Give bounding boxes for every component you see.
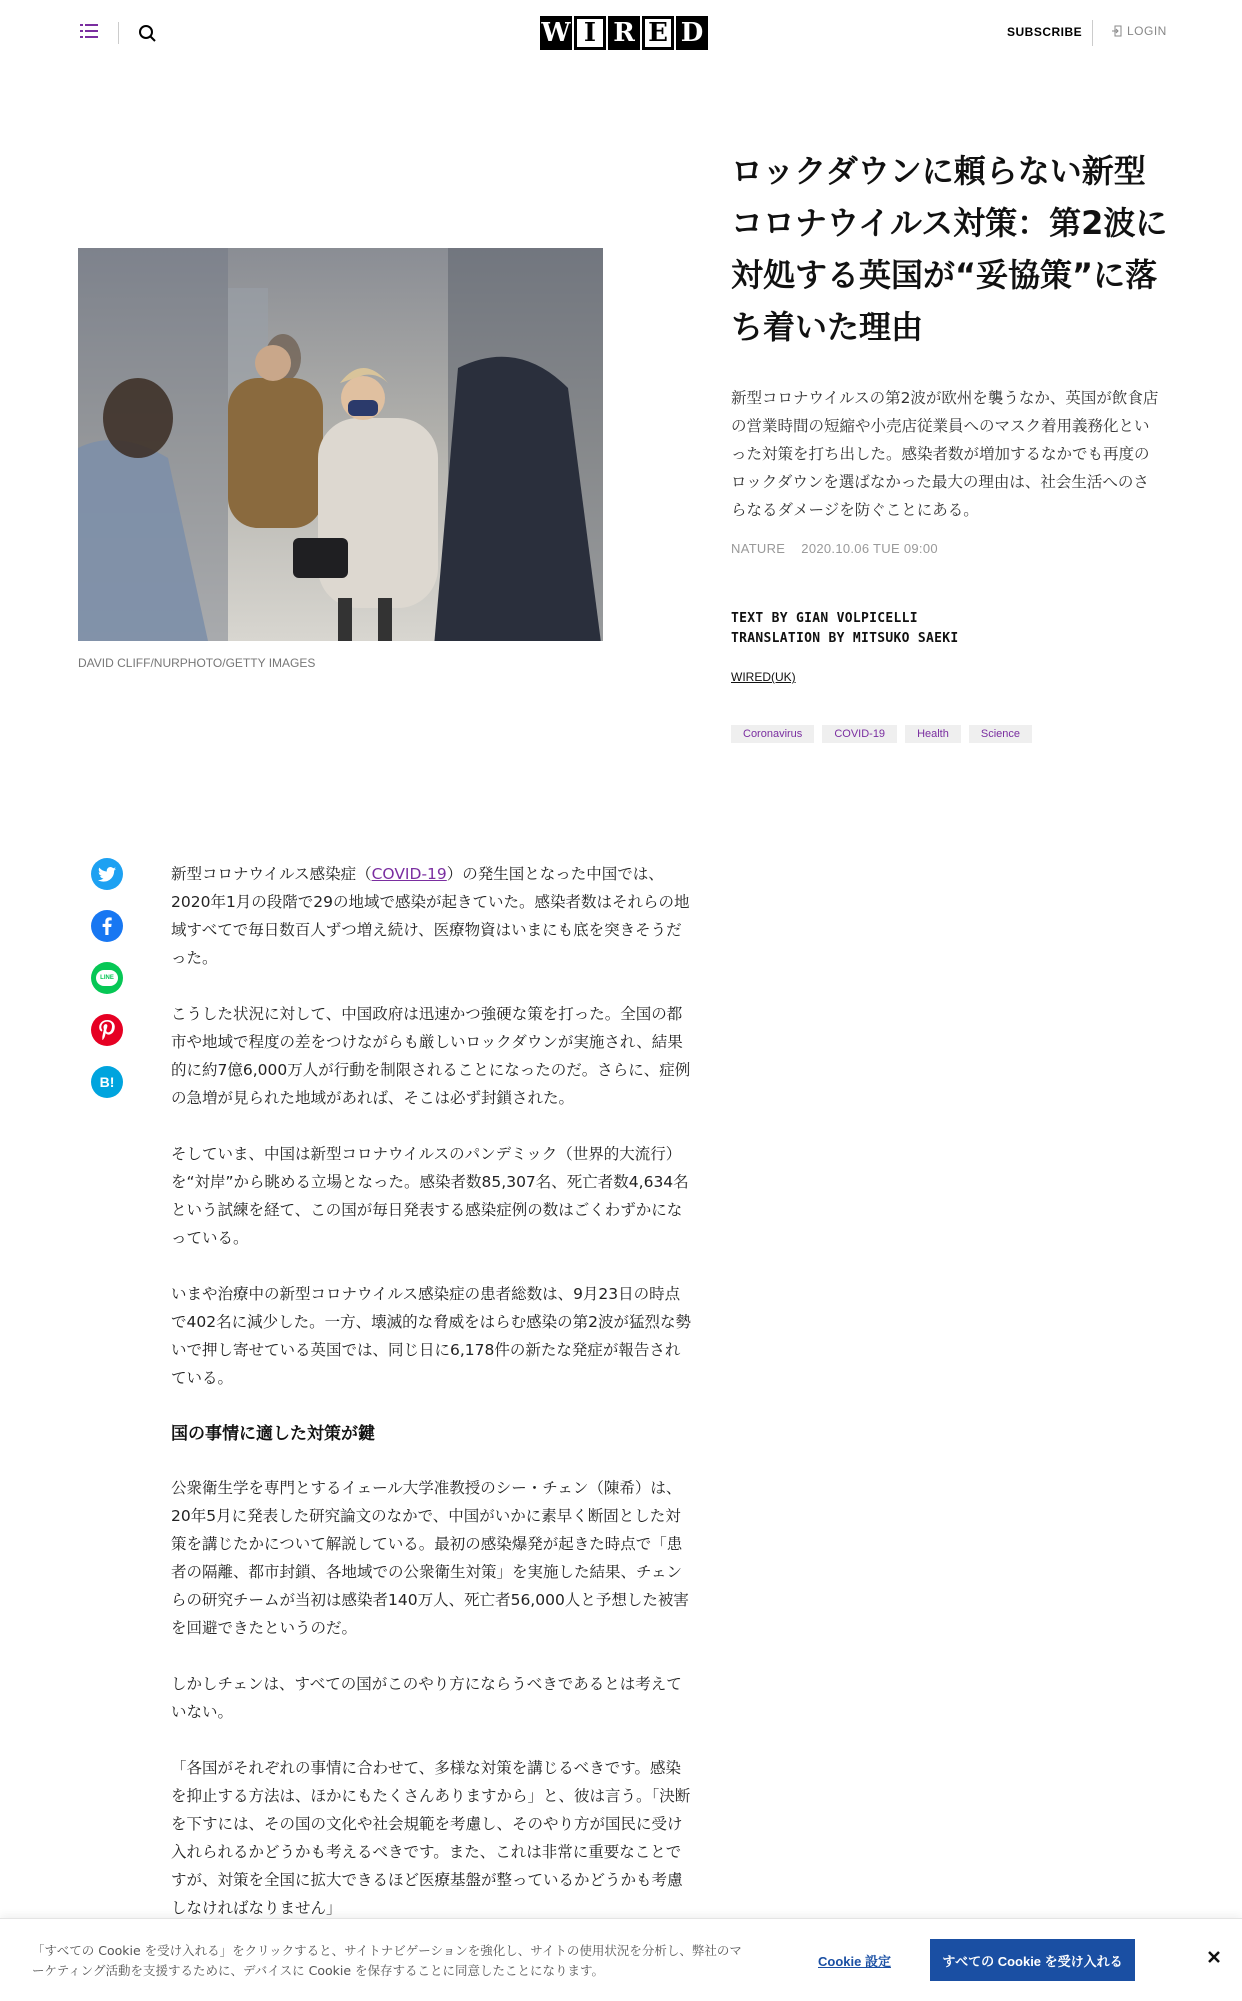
login-icon xyxy=(1112,25,1122,37)
tag-list xyxy=(731,725,1032,743)
tag-science[interactable]: Science xyxy=(969,725,1032,743)
logo-letter: R xyxy=(608,16,640,50)
wired-logo[interactable] xyxy=(540,16,708,50)
header-divider xyxy=(1092,20,1093,46)
twitter-share-button[interactable] xyxy=(91,858,123,890)
pinterest-share-button[interactable] xyxy=(91,1014,123,1046)
author-credit: TEXT BY GIAN VOLPICELLI xyxy=(731,611,918,626)
article-paragraph: そしていま、中国は新型コロナウイルスのパンデミック（世界的大流行）を“対岸”から眺める立場となった。感染者数85,307名、死亡者数4,634名という試練を経て、この国が毎日発表する感染症例の数はごくわずかになっている。 xyxy=(171,1145,689,1247)
paragraph-text: ）の発生国となった中国では、2020年1月の段階で29の地域で感染が起きていた。感染者数はそれらの地域すべてで毎日数百人ずつ増え続け、医療物資はいまにも底を突きそうだった。 xyxy=(171,865,690,967)
hatena-icon: B! xyxy=(99,1074,115,1090)
login-link[interactable] xyxy=(1112,24,1167,38)
search-icon[interactable] xyxy=(138,24,158,44)
logo-letter: E xyxy=(642,16,674,50)
section-heading: 国の事情に適した対策が鍵 xyxy=(171,1424,375,1444)
accept-all-cookies-button[interactable]: すべての Cookie を受け入れる xyxy=(930,1939,1135,1981)
subscribe-link[interactable]: SUBSCRIBE xyxy=(1007,25,1083,39)
article-paragraph: こうした状況に対して、中国政府は迅速かつ強硬な策を打った。全国の都市や地域で程度の差をつけながらも厳しいロックダウンが実施され、結果的に約7億6,000万人が行動を制限されることになったのだ。さらに、症例の急増が見られた地域があれば、そこは必ず封鎖された。 xyxy=(171,1005,691,1107)
logo-letter: D xyxy=(676,16,708,50)
source-link[interactable]: WIRED(UK) xyxy=(731,670,796,684)
tag-health[interactable]: Health xyxy=(905,725,961,743)
header-divider xyxy=(118,22,119,44)
article-paragraph: 「各国がそれぞれの事情に合わせて、多様な対策を講じるべきです。感染を抑止する方法は、ほかにもたくさんありますから」と、彼は言う。「決断を下すには、その国の文化や社会規範を考慮し、そのやり方が国民に受け入れられるかどうかも考えるべきです。また、これは非常に重要なことですが、対策を全国に拡大できるほど医療基盤が整っているかどうかも考慮しなければなりません」 xyxy=(171,1759,691,1917)
hatena-share-button[interactable] xyxy=(91,1066,123,1098)
site-header xyxy=(0,0,1242,66)
cookie-settings-link[interactable]: Cookie 設定 xyxy=(818,1954,891,1969)
facebook-icon xyxy=(102,917,112,935)
menu-icon[interactable] xyxy=(80,24,98,40)
tag-coronavirus[interactable]: Coronavirus xyxy=(731,725,814,743)
covid-19-link[interactable]: COVID-19 xyxy=(371,865,447,883)
article-meta xyxy=(731,541,938,556)
hero-image xyxy=(78,248,603,641)
pinterest-icon xyxy=(99,1020,115,1040)
line-icon-label: LINE xyxy=(100,975,114,981)
article-paragraph: 公衆衛生学を専門とするイェール大学准教授のシー・チェン（陳希）は、20年5月に発表した研究論文のなかで、中国がいかに素早く断固とした対策を講じたかについて解説している。最初の感染爆発が起きた時点で「患者の隔離、都市封鎖、各地域での公衆衛生対策」を実施した結果、チェンらの研究チームが当初は感染者140万人、死亡者56,000人と予想した被害を回避できたというのだ。 xyxy=(171,1479,689,1637)
logo-letter: I xyxy=(574,16,606,50)
facebook-share-button[interactable] xyxy=(91,910,123,942)
tag-covid-19[interactable]: COVID-19 xyxy=(822,725,897,743)
article-paragraph: いまや治療中の新型コロナウイルス感染症の患者総数は、9月23日の時点で402名に減少した。一方、壊滅的な脅威をはらむ感染の第2波が猛烈な勢いで押し寄せている英国では、同じ日に6,178件の新たな発症が報告されている。 xyxy=(171,1285,691,1387)
article-paragraph xyxy=(171,860,695,972)
category-link[interactable]: NATURE xyxy=(731,541,786,556)
article-title: ロックダウンに頼らない新型コロナウイルス対策：第2波に対処する英国が“妥協策”に落ち着いた理由 xyxy=(731,152,1168,346)
publish-date: 2020.10.06 TUE 09:00 xyxy=(801,541,938,556)
article-body xyxy=(171,860,695,1950)
translator-credit: TRANSLATION BY MITSUKO SAEKI xyxy=(731,631,959,646)
image-caption: DAVID CLIFF/NURPHOTO/GETTY IMAGES xyxy=(78,656,316,670)
logo-letter: W xyxy=(541,18,571,48)
paragraph-text: 新型コロナウイルス感染症（ xyxy=(171,865,372,883)
article-paragraph: しかしチェンは、すべての国がこのやり方にならうべきであるとは考えていない。 xyxy=(171,1675,682,1721)
line-icon xyxy=(96,970,118,986)
article-lead: 新型コロナウイルスの第2波が欧州を襲うなか、英国が飲食店の営業時間の短縮や小売店従業員へのマスク着用義務化といった対策を打ち出した。感染者数が増加するなかでも再度のロックダウンを選ばなかった最大の理由は、社会生活へのさらなるダメージを防ぐことにある。 xyxy=(731,389,1159,519)
login-label: LOGIN xyxy=(1127,24,1167,38)
close-icon[interactable] xyxy=(1204,1947,1224,1967)
cookie-text: 「すべての Cookie を受け入れる」をクリックすると、サイトナビゲーションを強化し、サイトの使用状況を分析し、弊社のマーケティング活動を支援するために、デバイスに Cookie を保存することに同意したことになります。 xyxy=(32,1943,742,1978)
line-share-button[interactable] xyxy=(91,962,123,994)
twitter-icon xyxy=(98,867,116,882)
cookie-banner xyxy=(0,1918,1242,2001)
article-credits xyxy=(731,609,959,649)
